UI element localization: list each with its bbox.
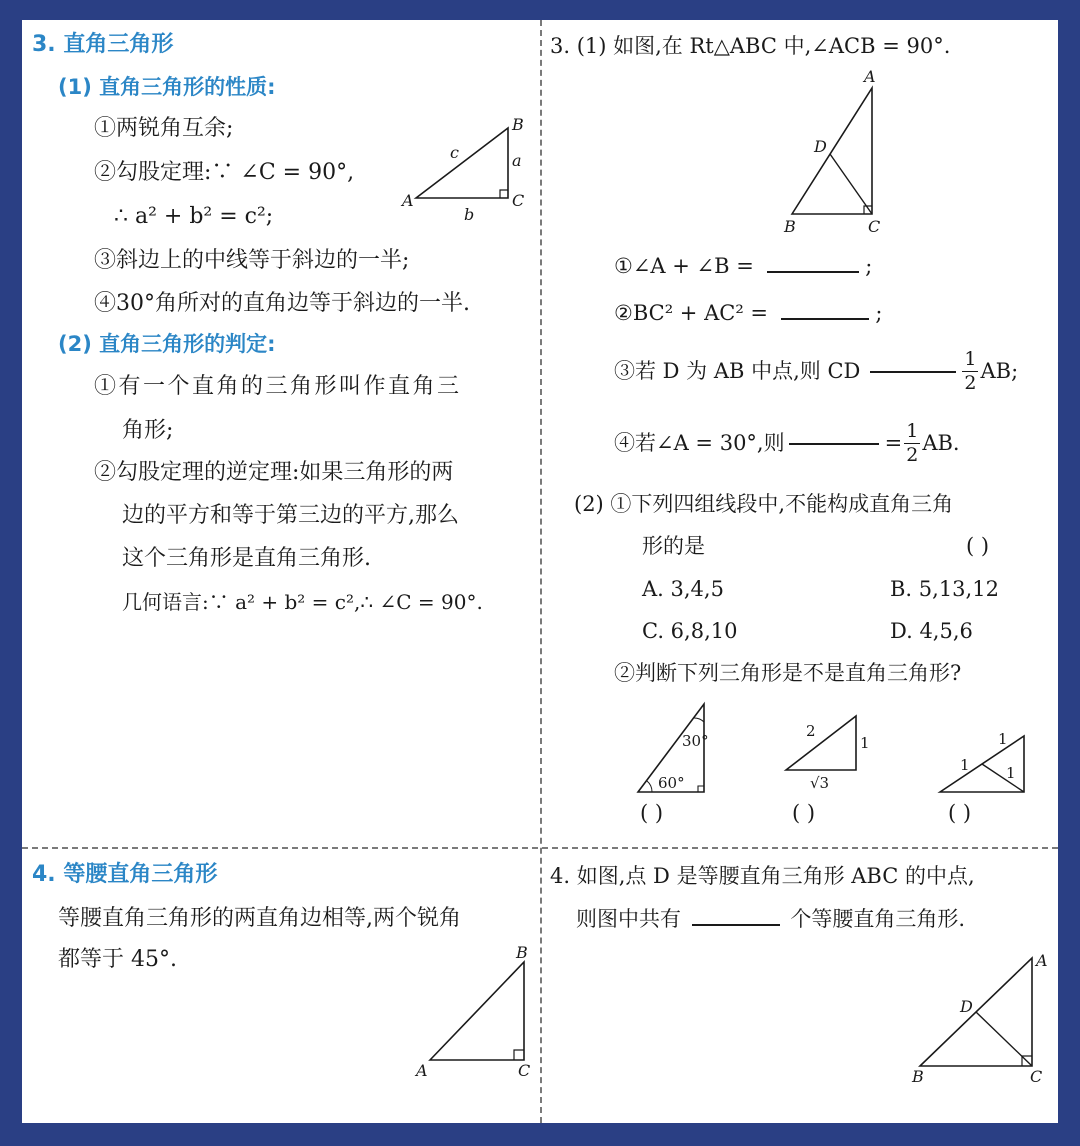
q3-part2-line2: 形的是 xyxy=(642,534,705,558)
properties-subheading: (1) 直角三角形的性质: xyxy=(58,75,276,99)
fig1-label-A: A xyxy=(402,191,414,210)
q3-label-B: B xyxy=(784,217,796,236)
worksheet-page xyxy=(22,20,1058,1123)
q3-label-A: A xyxy=(864,67,876,86)
isosceles-right-triangle-figure xyxy=(412,942,542,1086)
q3-item-3 xyxy=(614,348,1018,394)
option-d[interactable]: D. 4,5,6 xyxy=(890,619,973,643)
tri2-answer[interactable]: ( ) xyxy=(792,801,816,825)
option-c[interactable]: C. 6,8,10 xyxy=(642,619,738,643)
q3-part2-line1: (2) ①下列四组线段中,不能构成直角三角 xyxy=(574,492,954,516)
criterion-1-line2: 角形; xyxy=(122,418,174,443)
q3-item-4-fraction: $\frac{1}{2}$ xyxy=(906,419,919,466)
property-4: ④30°角所对的直角边等于斜边的一半. xyxy=(94,291,470,316)
section4-line2: 都等于 45°. xyxy=(58,947,177,972)
q3-item-4-text: ④若∠A = 30°,则 xyxy=(614,430,785,455)
property-2: ②勾股定理:∵ ∠C = 90°, xyxy=(94,160,355,185)
property-3: ③斜边上的中线等于斜边的一半; xyxy=(94,248,410,273)
q3-item-1 xyxy=(614,256,872,277)
q3-item-2-text: ②BC² + AC² = xyxy=(614,301,769,325)
q4-label-B: B xyxy=(912,1067,924,1086)
q4-label-A: A xyxy=(1036,951,1048,970)
horizontal-divider xyxy=(22,847,1058,849)
fig1-label-C: C xyxy=(512,191,525,210)
fig1-label-B: B xyxy=(512,115,524,134)
iso-label-B: B xyxy=(516,943,528,962)
q3-item-4 xyxy=(614,420,960,466)
q3-item-4-equals: = xyxy=(884,430,903,455)
fig1-label-b: b xyxy=(464,205,475,224)
criterion-1-line1: ①有一个直角的三角形叫作直角三 xyxy=(94,374,462,399)
q4-label-D: D xyxy=(960,997,973,1016)
property-1: ①两锐角互余; xyxy=(94,116,234,141)
fig1-label-a: a xyxy=(512,151,522,170)
q4-triangle-figure xyxy=(902,946,1052,1086)
q3-label-D: D xyxy=(814,137,827,156)
q3-triangle-figure xyxy=(772,66,902,236)
section4-heading: 4. 等腰直角三角形 xyxy=(32,862,218,887)
tri1-answer[interactable]: ( ) xyxy=(640,801,664,825)
q4-blank[interactable] xyxy=(692,923,780,926)
q3-item-1-text: ①∠A + ∠B = xyxy=(614,254,754,278)
right-triangle-figure xyxy=(392,110,542,230)
q4-line2 xyxy=(576,909,965,930)
q4-line1: 4. 如图,点 D 是等腰直角三角形 ABC 的中点, xyxy=(550,864,975,888)
q3-part2-sub2: ②判断下列三角形是不是直角三角形? xyxy=(614,661,962,685)
iso-label-C: C xyxy=(518,1061,531,1080)
iso-label-A: A xyxy=(416,1061,428,1080)
section3-heading: 3. 直角三角形 xyxy=(32,32,174,57)
criterion-2-line2: 边的平方和等于第三边的平方,那么 xyxy=(122,503,459,528)
q3-item-4-blank[interactable] xyxy=(789,442,879,445)
tri2-side-2: 2 xyxy=(806,722,816,740)
q3-intro: 3. (1) 如图,在 Rt△ABC 中,∠ACB = 90°. xyxy=(550,34,951,58)
geometric-language: 几何语言:∵ a² + b² = c²,∴ ∠C = 90°. xyxy=(122,590,483,614)
criterion-2-line3: 这个三角形是直角三角形. xyxy=(122,546,371,571)
q4-line2-tail: 个等腰直角三角形. xyxy=(790,907,966,931)
q3-item-3-text: ③若 D 为 AB 中点,则 CD xyxy=(614,358,861,383)
property-2-formula: ∴ a² + b² = c²; xyxy=(114,204,274,229)
q3-item-3-blank[interactable] xyxy=(870,370,956,373)
tri3-side-1c: 1 xyxy=(1006,764,1016,782)
q3-item-1-semicolon: ; xyxy=(865,254,873,278)
criteria-subheading: (2) 直角三角形的判定: xyxy=(58,332,276,356)
option-b[interactable]: B. 5,13,12 xyxy=(890,577,999,601)
q3-part2-answer-paren[interactable]: ( ) xyxy=(966,534,990,558)
fig1-label-c: c xyxy=(450,143,459,162)
tri1-angle-30: 30° xyxy=(682,732,709,750)
q3-item-2 xyxy=(614,303,882,324)
tri2-side-1: 1 xyxy=(860,734,870,752)
q3-item-2-semicolon: ; xyxy=(875,301,883,325)
q4-line2-text: 则图中共有 xyxy=(576,907,681,931)
option-a[interactable]: A. 3,4,5 xyxy=(642,577,724,601)
tri3-side-1b: 1 xyxy=(998,730,1008,748)
q3-item-3-fraction: $\frac{1}{2}$ xyxy=(964,347,977,394)
tri2-side-sqrt3: √3 xyxy=(810,774,830,792)
q3-item-3-tail: AB; xyxy=(980,358,1019,383)
q3-label-C: C xyxy=(868,217,881,236)
tri1-angle-60: 60° xyxy=(658,774,685,792)
q3-item-4-tail: AB. xyxy=(922,430,960,455)
tri3-answer[interactable]: ( ) xyxy=(948,801,972,825)
judge-triangles-figure xyxy=(622,696,1042,796)
q4-label-C: C xyxy=(1030,1067,1043,1086)
q3-item-2-blank[interactable] xyxy=(781,317,869,320)
tri3-side-1a: 1 xyxy=(960,756,970,774)
section4-line1: 等腰直角三角形的两直角边相等,两个锐角 xyxy=(58,906,461,931)
q3-item-1-blank[interactable] xyxy=(767,270,859,273)
criterion-2-line1: ②勾股定理的逆定理:如果三角形的两 xyxy=(94,460,454,485)
